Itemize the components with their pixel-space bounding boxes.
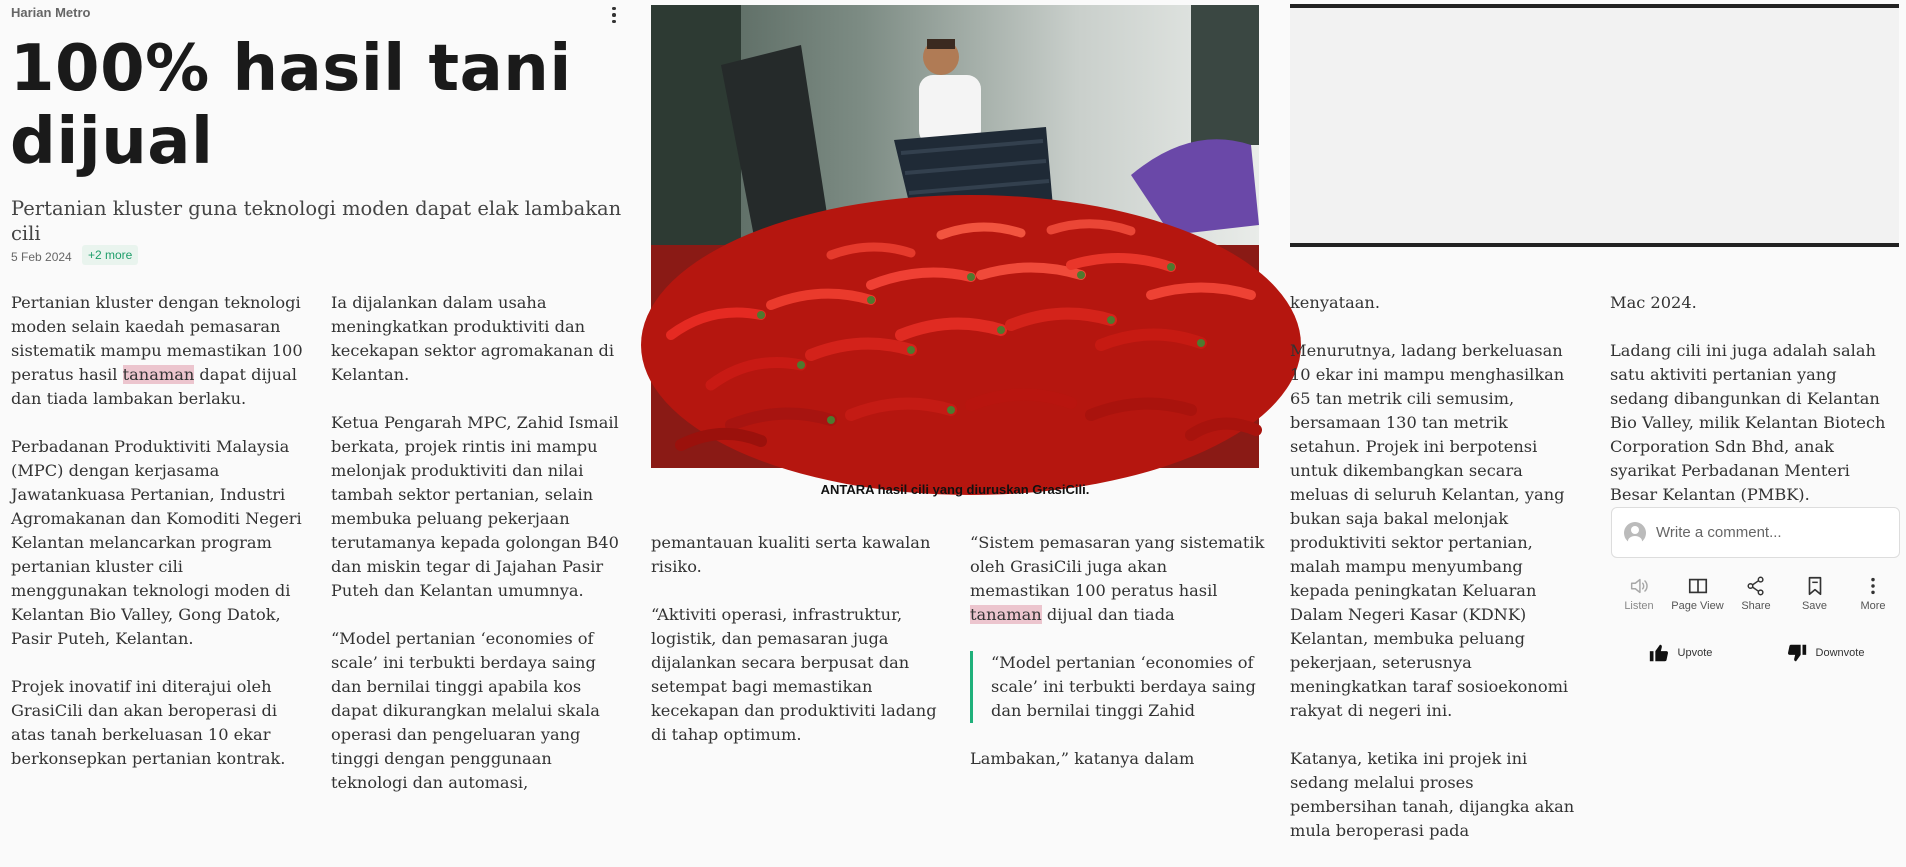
article-subheading: Pertanian kluster guna teknologi moden dapat elak lambakan cili [11,197,622,245]
publish-date: 5 Feb 2024 [11,250,72,264]
thumbs-up-icon [1648,642,1670,664]
highlighted-term[interactable]: tanaman [122,365,195,384]
article-photo[interactable] [651,5,1259,468]
paragraph: “Aktiviti operasi, infrastruktur, logistik, dan pemasaran juga dijalankan secara berpusat dan setempat bagi memastikan kecekapan dan produktiviti ladang di tahap optimum. [651,605,937,744]
paragraph: Projek inovatif ini diterajui oleh GrasiCili dan akan beroperasi di atas tanah berkeluasan 10 ekar berkonsepkan pertanian kontrak. [11,677,286,768]
more-button[interactable] [1845,575,1901,615]
vote-bar [1611,642,1901,664]
book-open-icon [1687,575,1709,597]
thumbs-down-icon [1786,642,1808,664]
paragraph: pemantauan kualiti serta kawalan risiko. [651,533,931,576]
share-label: Share [1741,600,1771,612]
more-sources-tag[interactable]: +2 more [82,245,138,265]
avatar-icon [1624,522,1646,544]
share-button[interactable] [1728,575,1784,615]
paragraph: Ladang cili ini juga adalah salah satu aktiviti pertanian yang sedang dibangunkan di Kelantan Bio Valley, milik Kelantan Biotech Corporation Sdn Bhd, anak syarikat Perbadanan Menteri Besar Kelantan (PMBK). [1610,341,1886,504]
advertisement-placeholder [1290,4,1899,247]
pull-quote: “Model pertanian ‘economies of scale’ ini terbukti berdaya saing dan bernilai tinggi Zahid [970,651,1265,723]
comment-box[interactable] [1611,507,1900,558]
article-actions-bar [1611,575,1901,615]
save-button[interactable] [1787,575,1843,615]
paragraph: Ia dijalankan dalam usaha meningkatkan produktiviti dan kecekapan sektor agromakanan di Kelantan. [331,293,615,384]
image-caption: ANTARA hasil cili yang diuruskan GrasiCili. [820,482,1090,497]
paragraph [11,291,304,411]
paragraph: Menurutnya, ladang berkeluasan 10 ekar ini mampu menghasilkan 65 tan metrik cili semusim, bersamaan 130 tan metrik setahun. Projek ini berpotensi untuk dikembangkan secara meluas di seluruh Kelantan, yang bukan saja bakal melonjak produktiviti sektor pertanian, malah mampu menyumbang kepada peningkatan Keluaran Dalam Negeri Kasar (KDNK) Kelantan, membuka peluang pekerjaan, seterusnya meningkatkan taraf sosioekonomi rakyat di negeri ini. [1290,341,1569,720]
article-column-3 [651,531,951,771]
save-label: Save [1801,600,1828,612]
paragraph: “Model pertanian ‘economies of scale’ ini terbukti berdaya saing dan bernilai tinggi apabila kos dapat dikurangkan melalui skala operasi dan pengeluaran yang tinggi dengan penggunaan teknologi dan automasi, [331,629,600,792]
article-column-5 [1290,291,1580,867]
upvote-label: Upvote [1677,647,1713,659]
article-column-1 [11,291,304,795]
paragraph-text: Pertanian kluster dengan teknologi moden selain kaedah pemasaran sistematik mampu memastikan 100 peratus hasil [11,293,303,384]
listen-label: Listen [1624,600,1654,612]
highlighted-term[interactable]: tanaman [970,605,1042,624]
downvote-button[interactable] [1786,642,1865,664]
paragraph: Lambakan,” katanya dalam [970,749,1195,768]
article-headline: 100% hasil tani dijual [10,32,572,179]
paragraph-text: dijual dan tiada [1041,605,1175,624]
more-vertical-icon [1862,575,1884,597]
article-column-6 [1610,291,1900,531]
speaker-icon [1628,575,1650,597]
paragraph: Mac 2024. [1610,293,1697,312]
downvote-label: Downvote [1815,647,1865,659]
paragraph-text: dapat dijual dan tiada lambakan berlaku. [11,365,297,408]
chili-harvest-image [651,5,1259,468]
page-view-button[interactable] [1670,575,1726,615]
paragraph: Ketua Pengarah MPC, Zahid Ismail berkata, projek rintis ini mampu melonjak produktiviti dan nilai tambah sektor pertanian, selain membuka peluang pekerjaan terutamanya kepada golongan B40 dan miskin tegar di Jajahan Pasir Puteh dan Kelantan umumnya. [331,413,619,600]
paragraph: Perbadanan Produktiviti Malaysia (MPC) dengan kerjasama Jawatankuasa Pertanian, Industri Agromakanan dan Komoditi Negeri Kelantan melancarkan program pertanian kluster cili menggunakan teknologi moden di Kelantan Bio Valley, Gong Datok, Pasir Puteh, Kelantan. [11,437,302,648]
page-view-label: Page View [1671,600,1724,612]
article-column-2 [331,291,624,819]
comment-input[interactable] [1656,524,1876,541]
paragraph: Katanya, ketika ini projek ini sedang melalui proses pembersihan tanah, dijangka akan mula beroperasi pada [1290,749,1575,840]
article-column-4 [970,531,1265,795]
more-label: More [1860,600,1886,612]
listen-button[interactable] [1611,575,1667,615]
paragraph-text: “Sistem pemasaran yang sistematik oleh GrasiCili juga akan memastikan 100 peratus hasil [970,533,1265,600]
paragraph [970,531,1265,627]
bookmark-icon [1804,575,1826,597]
publisher-name: Harian Metro [11,5,91,20]
upvote-button[interactable] [1648,642,1713,664]
share-icon [1745,575,1767,597]
paragraph: kenyataan. [1290,293,1380,312]
more-options-icon[interactable] [602,3,626,27]
